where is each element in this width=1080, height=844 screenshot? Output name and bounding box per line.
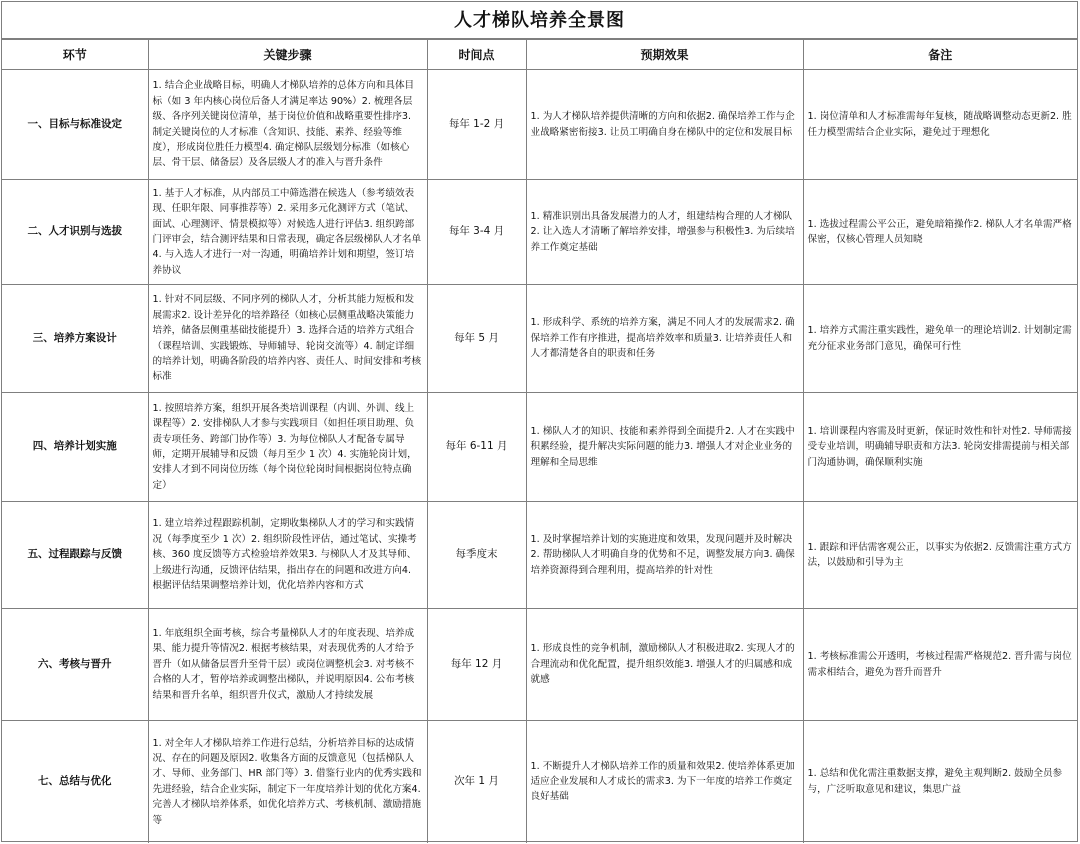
effect-cell: 1. 形成良性的竞争机制，激励梯队人才积极进取2. 实现人才的合理流动和优化配置，提升组织效能3. 增强人才的归属感和成就感: [526, 609, 803, 721]
table-row: [2, 285, 1077, 393]
effect-cell: 1. 形成科学、系统的培养方案，满足不同人才的发展需求2. 确保培养工作有序推进，提高培养效率和质量3. 让培养责任人和人才都清楚各自的职责和任务: [526, 285, 803, 393]
table-row: [2, 393, 1077, 502]
table-row: [2, 180, 1077, 285]
stage-cell: 四、培养计划实施: [2, 393, 148, 502]
header-stage: 环节: [2, 40, 148, 70]
effect-cell: 1. 梯队人才的知识、技能和素养得到全面提升2. 人才在实践中积累经验，提升解决实际问题的能力3. 增强人才对企业业务的理解和全局思维: [526, 393, 803, 502]
stage-cell: 七、总结与优化: [2, 721, 148, 843]
time-cell: 每年 1-2 月: [427, 70, 526, 180]
steps-cell: 1. 年底组织全面考核，综合考量梯队人才的年度表现、培养成果、能力提升等情况2. 根据考核结果，对表现优秀的人才给予晋升（如从储备层晋升至骨干层）或岗位调整机会3. 对考核不合格的人才，暂停培养或调整出梯队，并说明原因4. 公布考核结果和晋升名单，组织晋升仪式，激励人才持续发展: [148, 609, 427, 721]
notes-cell: 1. 培训课程内容需及时更新，保证时效性和针对性2. 导师需接受专业培训，明确辅导职责和方法3. 轮岗安排需提前与相关部门沟通协调，确保顺利实施: [803, 393, 1077, 502]
header-effect: 预期效果: [526, 40, 803, 70]
notes-cell: 1. 岗位清单和人才标准需每年复核，随战略调整动态更新2. 胜任力模型需结合企业实际，避免过于理想化: [803, 70, 1077, 180]
notes-cell: 1. 考核标准需公开透明，考核过程需严格规范2. 晋升需与岗位需求相结合，避免为晋升而晋升: [803, 609, 1077, 721]
sheet-title: 人才梯队培养全景图: [2, 2, 1077, 39]
header-time: 时间点: [427, 40, 526, 70]
table-row: [2, 721, 1077, 843]
table-row: [2, 609, 1077, 721]
time-cell: 每年 5 月: [427, 285, 526, 393]
notes-cell: 1. 选拔过程需公平公正，避免暗箱操作2. 梯队人才名单需严格保密，仅核心管理人员知晓: [803, 180, 1077, 285]
notes-cell: 1. 培养方式需注重实践性，避免单一的理论培训2. 计划制定需充分征求业务部门意见，确保可行性: [803, 285, 1077, 393]
time-cell: 次年 1 月: [427, 721, 526, 843]
time-cell: 每年 3-4 月: [427, 180, 526, 285]
stage-cell: 一、目标与标准设定: [2, 70, 148, 180]
table-row: [2, 70, 1077, 180]
stage-cell: 二、人才识别与选拔: [2, 180, 148, 285]
effect-cell: 1. 及时掌握培养计划的实施进度和效果，发现问题并及时解决2. 帮助梯队人才明确自身的优势和不足，调整发展方向3. 确保培养资源得到合理利用，提高培养的针对性: [526, 502, 803, 609]
stage-cell: 五、过程跟踪与反馈: [2, 502, 148, 609]
effect-cell: 1. 为人才梯队培养提供清晰的方向和依据2. 确保培养工作与企业战略紧密衔接3. 让员工明确自身在梯队中的定位和发展目标: [526, 70, 803, 180]
effect-cell: 1. 不断提升人才梯队培养工作的质量和效果2. 使培养体系更加适应企业发展和人才成长的需求3. 为下一年度的培养工作奠定良好基础: [526, 721, 803, 843]
steps-cell: 1. 按照培养方案，组织开展各类培训课程（内训、外训、线上课程等）2. 安排梯队人才参与实践项目（如担任项目助理、负责专项任务、跨部门协作等）3. 为每位梯队人才配备专属导师，定期开展辅导和反馈（每月至少 1 次）4. 实施轮岗计划，安排人才到不同岗位历练（每个岗位轮岗时间根据岗位特点确定）: [148, 393, 427, 502]
steps-cell: 1. 基于人才标准，从内部员工中筛选潜在候选人（参考绩效表现、任职年限、同事推荐等）2. 采用多元化测评方式（笔试、面试、心理测评、情景模拟等）对候选人进行评估3. 组织跨部门评审会，结合测评结果和日常表现，确定各层级梯队人才名单4. 与入选人才进行一对一沟通，明确培养计划和期望，签订培养协议: [148, 180, 427, 285]
stage-cell: 六、考核与晋升: [2, 609, 148, 721]
steps-cell: 1. 建立培养过程跟踪机制，定期收集梯队人才的学习和实践情况（每季度至少 1 次）2. 组织阶段性评估，通过笔试、实操考核、360 度反馈等方式检验培养效果3. 与梯队人才及其导师、上级进行沟通，反馈评估结果，指出存在的问题和改进方向4. 根据评估结果调整培养计划，优化培养内容和方式: [148, 502, 427, 609]
header-steps: 关键步骤: [148, 40, 427, 70]
table-row: [2, 502, 1077, 609]
header-notes: 备注: [803, 40, 1077, 70]
pipeline-table: [2, 39, 1077, 843]
effect-cell: 1. 精准识别出具备发展潜力的人才，组建结构合理的人才梯队2. 让入选人才清晰了解培养安排，增强参与积极性3. 为后续培养工作奠定基础: [526, 180, 803, 285]
steps-cell: 1. 结合企业战略目标，明确人才梯队培养的总体方向和具体目标（如 3 年内核心岗位后备人才满足率达 90%）2. 梳理各层级、各序列关键岗位清单，基于岗位价值和战略重要性排序3. 制定关键岗位的人才标准（含知识、技能、素养、经验等维度），形成岗位胜任力模型4. 确定梯队层级划分标准（如核心层、骨干层、储备层）及各层级人才的准入与晋升条件: [148, 70, 427, 180]
steps-cell: 1. 对全年人才梯队培养工作进行总结，分析培养目标的达成情况、存在的问题及原因2. 收集各方面的反馈意见（包括梯队人才、导师、业务部门、HR 部门等）3. 借鉴行业内的优秀实践和先进经验，结合企业实际，制定下一年度培养计划的优化方案4. 完善人才梯队培养体系，如优化培养方式、考核机制、激励措施等: [148, 721, 427, 843]
time-cell: 每年 12 月: [427, 609, 526, 721]
header-row: [2, 40, 1077, 70]
steps-cell: 1. 针对不同层级、不同序列的梯队人才，分析其能力短板和发展需求2. 设计差异化的培养路径（如核心层侧重战略决策能力培养，储备层侧重基础技能提升）3. 选择合适的培养方式组合（课程培训、实践锻炼、导师辅导、轮岗交流等）4. 制定详细的培养计划，明确各阶段的培养内容、责任人、时间安排和考核标准: [148, 285, 427, 393]
notes-cell: 1. 总结和优化需注重数据支撑，避免主观判断2. 鼓励全员参与，广泛听取意见和建议，集思广益: [803, 721, 1077, 843]
notes-cell: 1. 跟踪和评估需客观公正，以事实为依据2. 反馈需注重方式方法，以鼓励和引导为主: [803, 502, 1077, 609]
talent-pipeline-sheet: [1, 1, 1078, 842]
time-cell: 每季度末: [427, 502, 526, 609]
time-cell: 每年 6-11 月: [427, 393, 526, 502]
stage-cell: 三、培养方案设计: [2, 285, 148, 393]
